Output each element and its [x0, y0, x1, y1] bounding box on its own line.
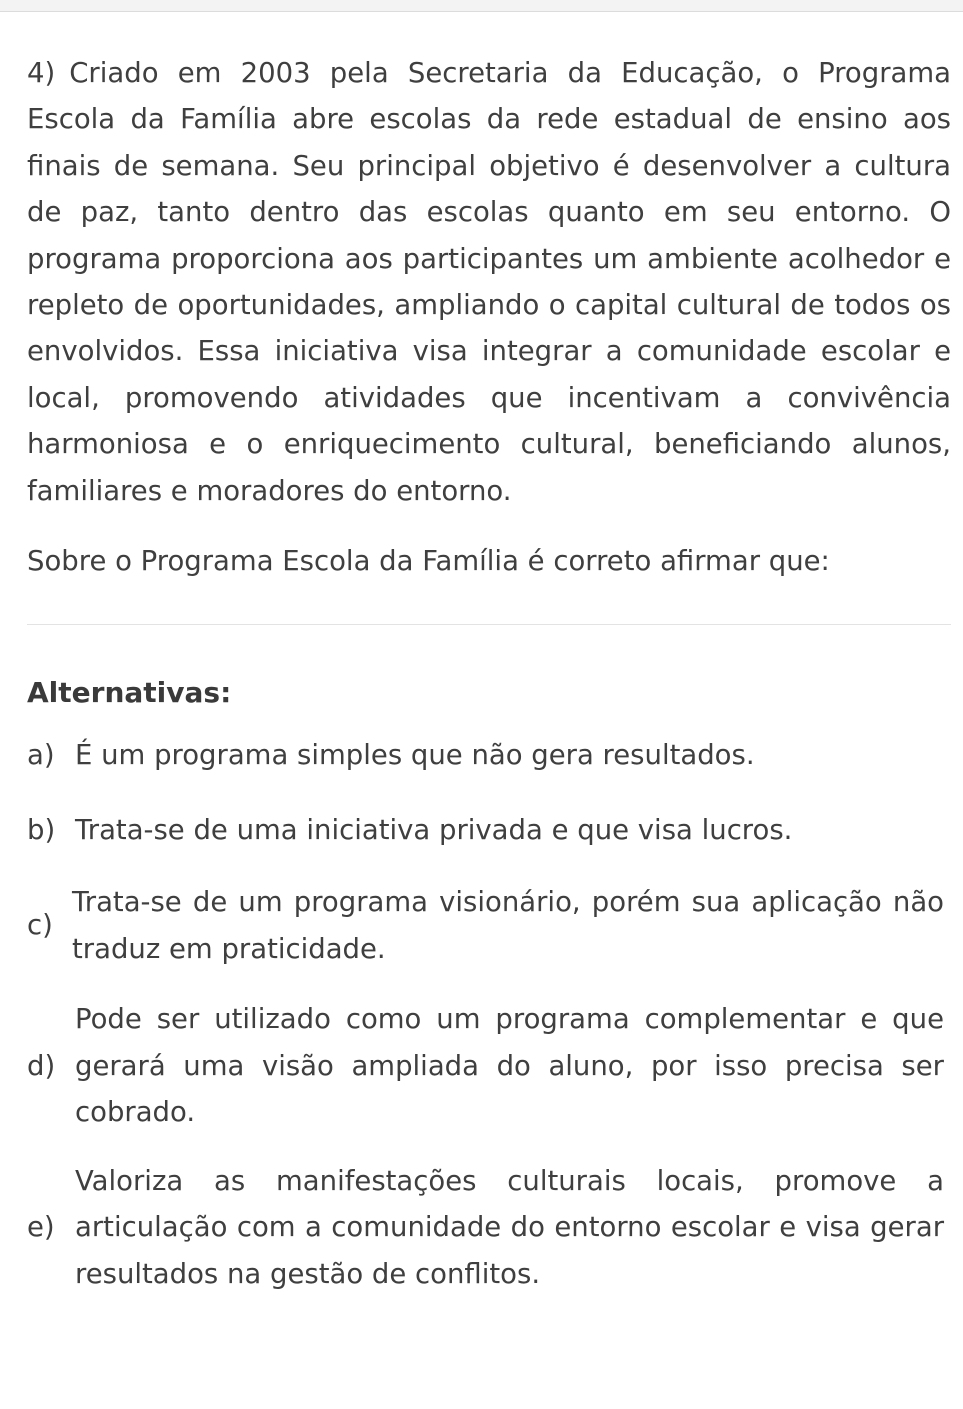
alternative-letter: c) [27, 909, 53, 942]
alternative-letter: e) [27, 1211, 55, 1244]
question-text: Criado em 2003 pela Secretaria da Educação, o Programa Escola da Família abre escolas da rede estadual de ensino aos finais de semana. Seu principal objetivo é desenvolver a cultura de paz, tanto dentro das escolas quanto em seu entorno. O programa proporciona aos participantes um ambiente acolhedor e repleto de oportunidades, ampliando o capital cultural de todos os envolvidos. Essa iniciativa visa integrar a comunidade escolar e local, promovendo atividades que incentivam a convivência harmoniosa e o enriquecimento cultural, beneficiando alunos, familiares e moradores do entorno. [27, 57, 951, 507]
alternatives-heading: Alternativas: [27, 676, 232, 710]
question-prompt: Sobre o Programa Escola da Família é correto afirmar que: [27, 545, 830, 578]
alternative-letter: d) [27, 1049, 56, 1082]
alternative-letter: a) [27, 739, 55, 772]
divider [27, 624, 951, 625]
alternative-text: É um programa simples que não gera resultados. [75, 739, 755, 772]
alternative-text: Trata-se de um programa visionário, porém sua aplicação não traduz em praticidade. [72, 886, 944, 965]
question-card [27, 50, 951, 1325]
question-number: 4) [27, 57, 56, 89]
alternative-a[interactable] [27, 732, 951, 779]
alternative-c[interactable] [27, 879, 951, 972]
alternative-d[interactable] [27, 996, 951, 1136]
alternative-text: Valoriza as manifestações culturais locais, promove a articulação com a comunidade do entorno escolar e visa gerar resultados na gestão de conflitos. [75, 1164, 944, 1290]
alternative-letter: b) [27, 813, 56, 846]
top-toolbar-strip [0, 0, 963, 12]
alternative-text: Trata-se de uma iniciativa privada e que visa lucros. [75, 813, 793, 846]
alternatives-list [27, 732, 951, 1297]
question-statement [27, 50, 951, 514]
alternative-b[interactable] [27, 807, 951, 854]
alternative-text: Pode ser utilizado como um programa complementar e que gerará uma visão ampliada do aluno, por isso precisa ser cobrado. [75, 1003, 944, 1129]
alternative-e[interactable] [27, 1158, 951, 1298]
